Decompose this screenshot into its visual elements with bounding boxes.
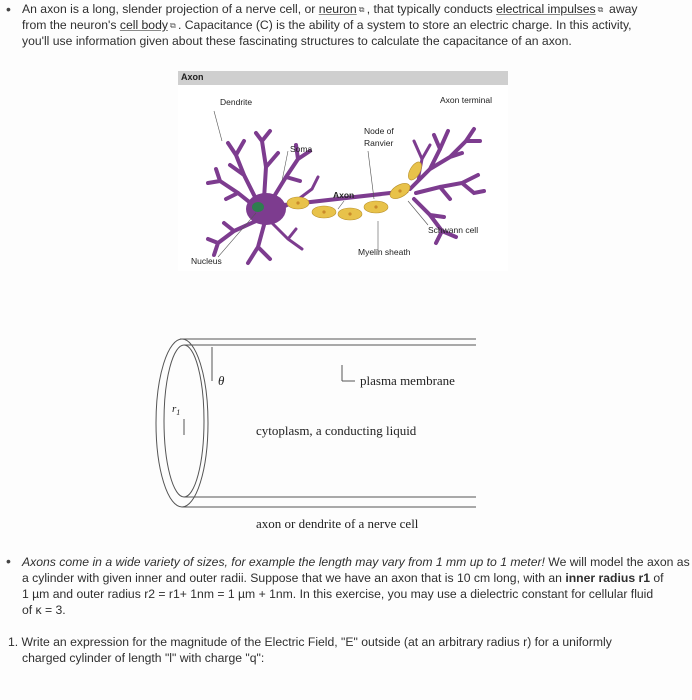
cylinder-diagram bbox=[150, 325, 480, 531]
external-link-icon[interactable]: ⧉ bbox=[597, 5, 604, 14]
intro-line-3: you'll use information given about these fascinating structures to calculate the capacitance of an axon. bbox=[22, 34, 572, 48]
neuron-diagram bbox=[178, 71, 508, 271]
question-1-line-2: charged cylinder of length "l" with charge "q": bbox=[22, 651, 265, 665]
label-axon: Axon bbox=[333, 190, 355, 200]
question-1-line-1: 1. Write an expression for the magnitude of the Electric Field, "E" outside (at an arbitrary radius r) for a uniformly bbox=[8, 635, 612, 649]
model-paragraph bbox=[22, 554, 690, 618]
label-soma: Soma bbox=[290, 144, 313, 154]
neuron-link[interactable]: neuron bbox=[318, 2, 357, 16]
model-line-4: of κ = 3. bbox=[22, 603, 66, 617]
model-line-3: 1 µm and outer radius r2 = r1+ 1nm = 1 µm + 1nm. In this exercise, you may use a dielectric constant for cellular fluid bbox=[22, 587, 654, 601]
model-line-1: Axons come in a wide variety of sizes, for example the length may vary from 1 mm up to 1 meter! We will model the axon as bbox=[22, 555, 690, 569]
bullet-icon: • bbox=[6, 553, 11, 569]
r1-label: $r_1$ bbox=[172, 403, 181, 418]
label-node-of-ranvier-1: Node of bbox=[364, 126, 394, 136]
plasma-membrane-label: plasma membrane bbox=[360, 373, 455, 388]
external-link-icon[interactable]: ⧉ bbox=[358, 5, 365, 14]
neuron-diagram-header: Axon bbox=[178, 71, 508, 85]
model-line-2: a cylinder with given inner and outer radii. Suppose that we have an axon that is 10 cm long, with an inner radius r1 of bbox=[22, 571, 664, 585]
label-node-of-ranvier-2: Ranvier bbox=[364, 138, 394, 148]
intro-paragraph bbox=[22, 1, 690, 49]
intro-line-2: from the neuron's cell body ⧉ . Capacitance (C) is the ability of a system to store an electric charge. In this activity, bbox=[22, 18, 632, 32]
label-axon-terminal: Axon terminal bbox=[440, 95, 492, 105]
label-schwann-cell: Schwann cell bbox=[428, 225, 479, 235]
intro-line-1: An axon is a long, slender projection of a nerve cell, or neuron ⧉ , that typically conducts electrical impulses ⧉ away bbox=[22, 2, 638, 16]
electrical-impulses-link[interactable]: electrical impulses bbox=[496, 2, 596, 16]
question-1 bbox=[8, 634, 690, 666]
cylinder-caption: axon or dendrite of a nerve cell bbox=[256, 516, 419, 531]
bullet-icon: • bbox=[6, 1, 11, 17]
external-link-icon[interactable]: ⧉ bbox=[169, 21, 176, 30]
label-myelin-sheath: Myelin sheath bbox=[358, 247, 411, 257]
cytoplasm-label: cytoplasm, a conducting liquid bbox=[256, 423, 417, 438]
label-nucleus: Nucleus bbox=[191, 256, 222, 266]
cell-body-link[interactable]: cell body bbox=[119, 18, 168, 32]
label-dendrite: Dendrite bbox=[220, 97, 253, 107]
theta-label: θ bbox=[218, 373, 225, 388]
